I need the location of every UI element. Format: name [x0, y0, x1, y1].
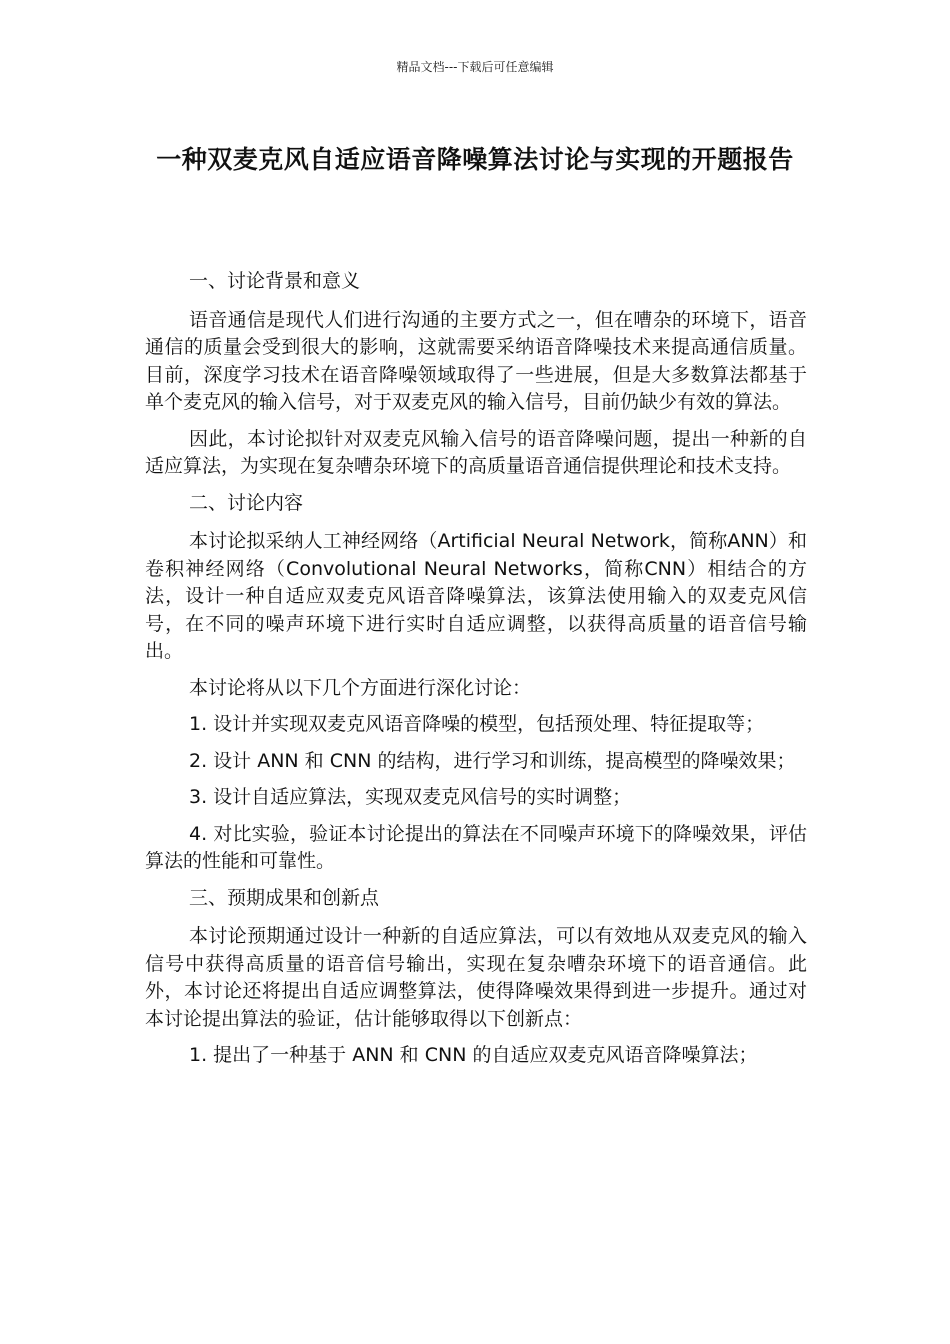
document-title: 一种双麦克风自适应语音降噪算法讨论与实现的开题报告: [156, 145, 794, 174]
section-heading-outcomes: 三、预期成果和创新点: [189, 886, 380, 909]
list-item: 1. 提出了一种基于 ANN 和 CNN 的自适应双麦克风语音降噪算法；: [189, 1044, 758, 1066]
section-heading-content: 二、讨论内容: [189, 491, 304, 514]
paragraph: 语音通信是现代人们进行沟通的主要方式之一，但在嘈杂的环境下，语音通信的质量会受到很大的影响，这就需要采纳语音降噪技术来提高通信质量。目前，深度学习技术在语音降噪领域取得了一些进展，但是大多数算法都基于单个麦克风的输入信号，对于双麦克风的输入信号，目前仍缺少有效的算法。: [145, 308, 807, 413]
list-item: 1. 设计并实现双麦克风语音降噪的模型，包括预处理、特征提取等；: [189, 713, 765, 735]
list-item: 3. 设计自适应算法，实现双麦克风信号的实时调整；: [189, 786, 632, 808]
paragraph: 本讨论拟采纳人工神经网络（Artificial Neural Network，简称ANN）和卷积神经网络（Convolutional Neural Networks，简称CNN）相结合的方法，设计一种自适应双麦克风语音降噪算法，该算法使用输入的双麦克风信号，在不同的噪声环境下进行实时自适应调整，以获得高质量的语音信号输出。: [145, 530, 807, 662]
list-item: 2. 设计 ANN 和 CNN 的结构，进行学习和训练，提高模型的降噪效果；: [189, 749, 796, 772]
page-header-note: 精品文档---下载后可任意编辑: [396, 60, 554, 74]
paragraph: 本讨论将从以下几个方面进行深化讨论：: [189, 676, 532, 699]
document-body: [145, 268, 807, 1079]
section-heading-background: 一、讨论背景和意义: [189, 270, 361, 292]
paragraph: 因此，本讨论拟针对双麦克风输入信号的语音降噪问题，提出一种新的自适应算法，为实现在复杂嘈杂环境下的高质量语音通信提供理论和技术支持。: [145, 427, 807, 477]
list-item: 4. 对比实验，验证本讨论提出的算法在不同噪声环境下的降噪效果，评估算法的性能和可靠性。: [145, 822, 807, 872]
paragraph: 本讨论预期通过设计一种新的自适应算法，可以有效地从双麦克风的输入信号中获得高质量的语音信号输出，实现在复杂嘈杂环境下的语音通信。此外，本讨论还将提出自适应调整算法，使得降噪效果得到进一步提升。通过对本讨论提出算法的验证，估计能够取得以下创新点：: [145, 925, 807, 1030]
